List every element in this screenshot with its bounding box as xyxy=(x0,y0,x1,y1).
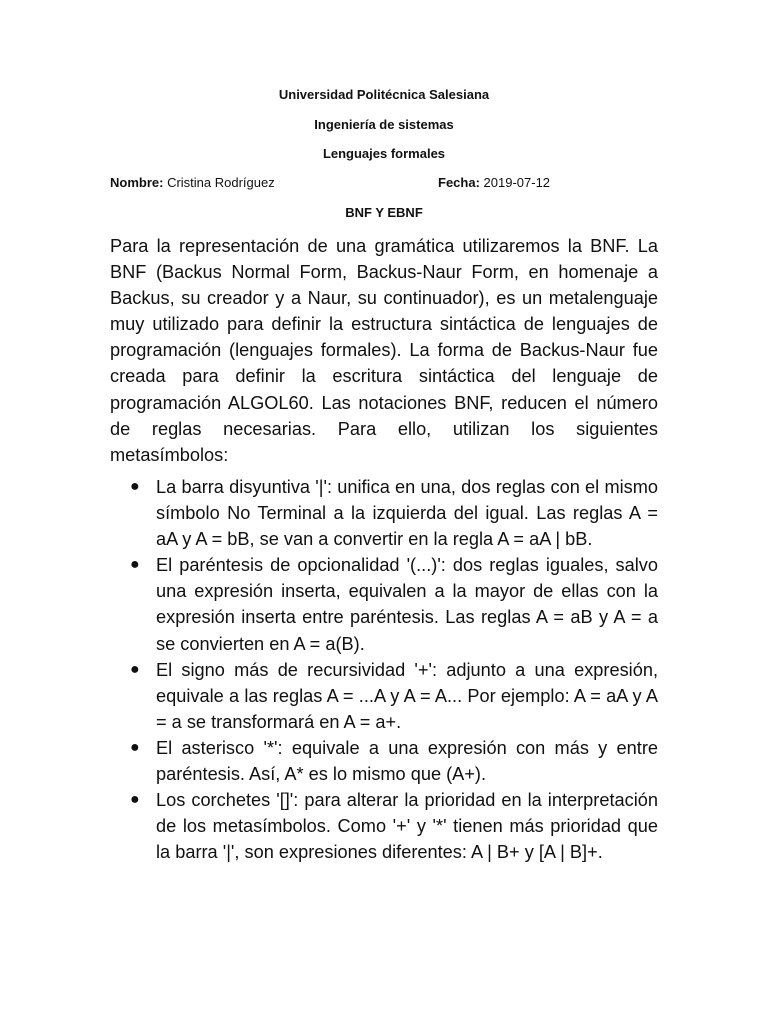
list-item xyxy=(110,787,658,865)
list-item-text: La barra disyuntiva '|': unifica en una, dos reglas con el mismo símbolo No Terminal a la izquierda del igual. Las reglas A = aA y A = bB, se van a convertir en la regla A = aA | bB. xyxy=(156,477,658,550)
bullet-icon: ● xyxy=(130,791,140,809)
list-item xyxy=(110,552,658,656)
list-item-text: El paréntesis de opcionalidad '(...)': dos reglas iguales, salvo una expresión inserta, equivalen a la mayor de ellas con la expresión inserta entre paréntesis. Las reglas A = aB y A = a se convierten en A = a(B). xyxy=(156,555,658,654)
date-value: 2019-07-12 xyxy=(483,175,551,190)
name-value: Cristina Rodríguez xyxy=(167,175,275,190)
career-heading: Ingeniería de sistemas xyxy=(314,117,454,132)
metasymbol-list xyxy=(110,474,658,865)
date-row xyxy=(438,175,550,191)
name-label: Nombre: xyxy=(110,175,164,190)
bullet-icon: ● xyxy=(130,478,140,495)
university-heading: Universidad Politécnica Salesiana xyxy=(278,87,490,102)
bullet-icon: ● xyxy=(130,556,140,574)
intro-paragraph: Para la representación de una gramática utilizaremos la BNF. La BNF (Backus Normal Form, Backus-Naur Form, en homenaje a Backus, su creador y a Naur, su continuador), es un metalenguaje muy utilizado para definir la estructura sintáctica de lenguajes de programación (lenguajes formales). La forma de Backus-Naur fue creada para definir la escritura sintáctica del lenguaje de programación ALGOL60. Las notaciones BNF, reducen el número de reglas necesarias. Para ello, utilizan los siguientes metasímbolos: xyxy=(110,236,658,465)
list-item-text: Los corchetes '[]': para alterar la prioridad en la interpretación de los metasímbolos. Como '+' y '*' tienen más prioridad que la barra '|', son expresiones diferentes: A | B+ y [A | B]+. xyxy=(156,790,658,863)
date-label: Fecha: xyxy=(438,175,480,190)
course-heading: Lenguajes formales xyxy=(322,146,446,161)
list-item-text: El asterisco '*': equivale a una expresión con más y entre paréntesis. Así, A* es lo mismo que (A+). xyxy=(156,737,658,785)
list-item xyxy=(110,474,658,552)
document-title: BNF Y EBNF xyxy=(345,205,423,220)
list-item xyxy=(110,657,658,735)
list-item xyxy=(110,735,658,787)
bullet-icon: ● xyxy=(130,660,140,678)
bullet-icon: ● xyxy=(130,738,140,756)
list-item-text: El signo más de recursividad '+': adjunto a una expresión, equivale a las reglas A = ...A y A = A... Por ejemplo: A = aA y A = a se transformará en A = a+. xyxy=(156,659,658,732)
student-name-row xyxy=(110,175,275,191)
